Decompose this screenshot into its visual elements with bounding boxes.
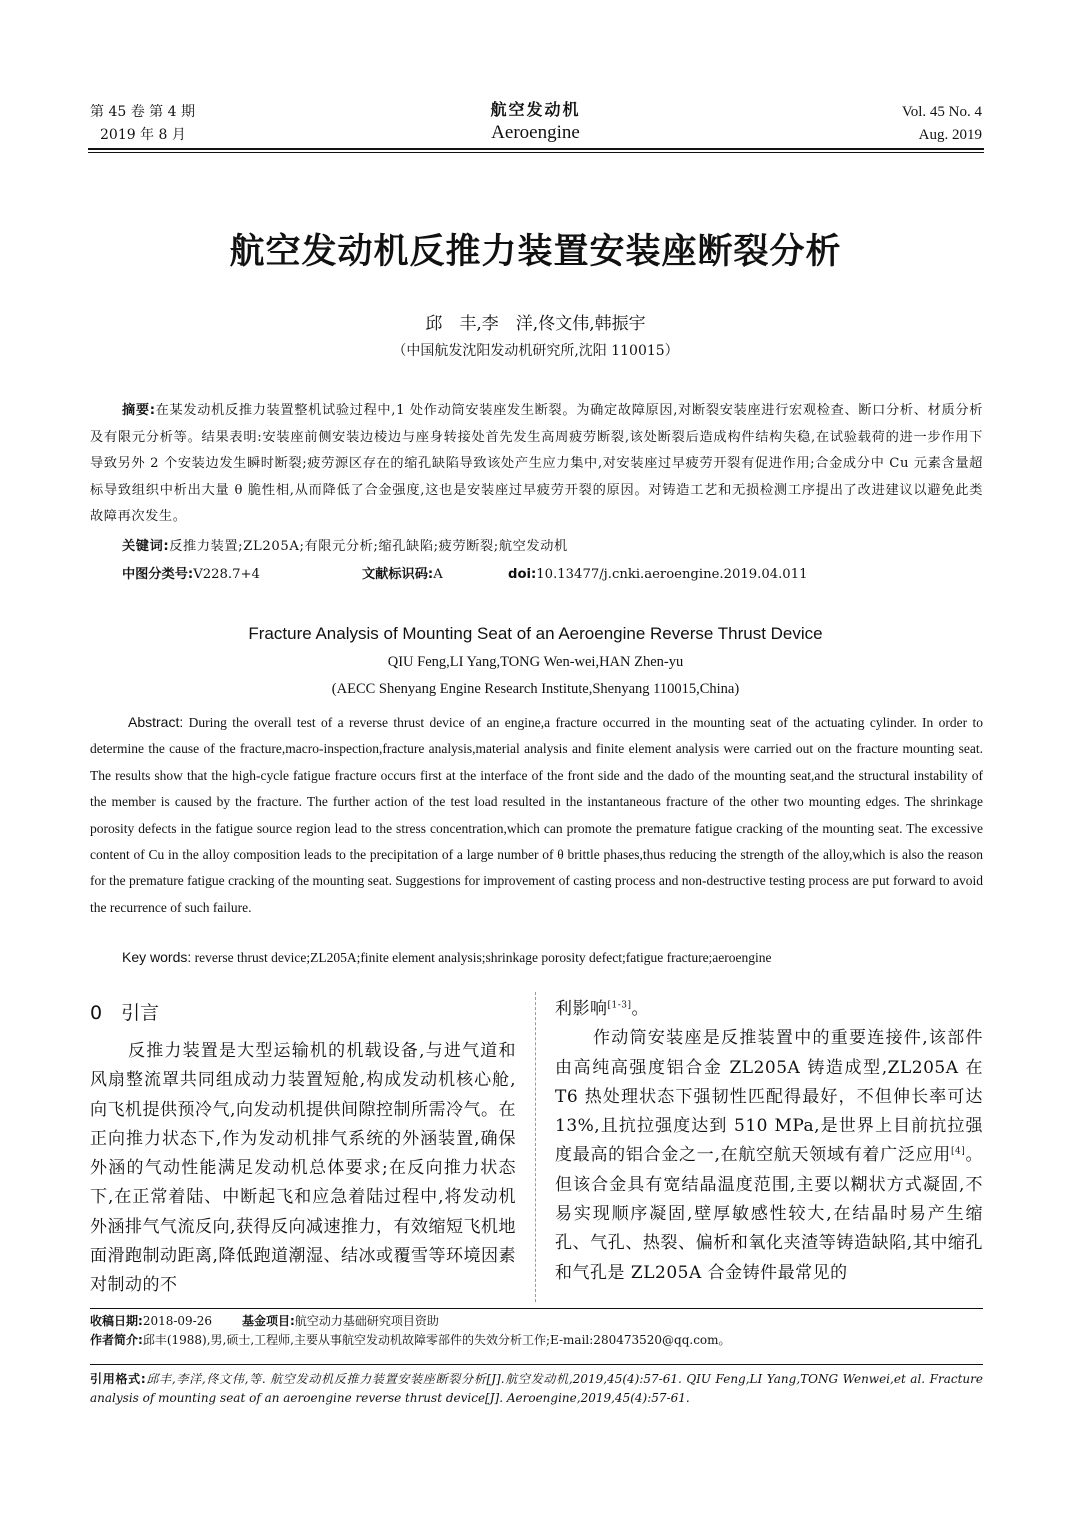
column-divider bbox=[535, 992, 536, 1302]
abstract-en-text: During the overall test of a reverse thrust device of an engine,a fracture occurred in the mounting seat of the actuating cylinder. In order to determine the cause of the fracture,macro-inspection,fracture analysis,material analysis and finite element analysis were carried out on the fracture mounting seat. The results show that the high-cycle fatigue fracture occurs first at the interface of the front side and the dado of the mounting seat,and the structural instability of the member is caused by the fracture. The further action of the test load resulted in the instantaneous fracture of the other two mounting edges. The shrinkage porosity defects in the fatigue source region lead to the stress concentration,which can promote the premature fatigue cracking of the mounting seat. The excessive content of Cu in the alloy composition leads to the precipitation of a large number of θ brittle phases,thus reducing the strength of the alloy,which is also the reason for the premature fatigue cracking of the mounting seat. Suggestions for improvement of casting process and non-destructive testing process are put forward to avoid the recurrence of such failure. bbox=[90, 715, 984, 915]
abstract-en bbox=[90, 709, 983, 921]
paper-title: 航空发动机反推力装置安装座断裂分析 bbox=[229, 232, 842, 272]
cite-label: 引用格式: bbox=[90, 1372, 146, 1386]
footnote-rule bbox=[90, 1308, 983, 1309]
doi-label: doi: bbox=[508, 567, 537, 582]
keywords-en-label: Key words: bbox=[122, 949, 192, 965]
volume-issue-en: Vol. 45 No. 4 bbox=[901, 104, 982, 120]
doc-code: A bbox=[433, 567, 443, 582]
continued-line bbox=[555, 995, 983, 1024]
doc-code-label: 文献标识码: bbox=[362, 567, 434, 582]
header-rule-thin bbox=[88, 152, 984, 153]
body-right-column bbox=[555, 995, 983, 1288]
affiliation: （中国航发沈阳发动机研究所,沈阳 110015） bbox=[392, 343, 679, 359]
citation-rule bbox=[90, 1364, 983, 1365]
fund-text: 航空动力基础研究项目资助 bbox=[294, 1314, 439, 1328]
author-bio: 邱丰(1988),男,硕士,工程师,主要从事航空发动机故障零部件的失效分析工作;E-mail:280473520@qq.com。 bbox=[142, 1333, 731, 1347]
cite-text: 邱丰,李洋,佟文伟,等. 航空发动机反推力装置安装座断裂分析[J].航空发动机,2019,45(4):57-61. QIU Feng,LI Yang,TONG Wenwei,et al. Fracture analysis of mounting seat of an aeroengine reverse thrust device[J]. Aeroengine,2019,45(4):57-61. bbox=[90, 1372, 983, 1405]
clc-label: 中图分类号: bbox=[122, 567, 194, 582]
footnote-author bbox=[90, 1331, 983, 1349]
fund-label: 基金项目: bbox=[242, 1314, 295, 1328]
received-date: 2018-09-26 bbox=[142, 1314, 212, 1328]
journal-name-en: Aeroengine bbox=[491, 122, 580, 143]
abstract-cn-label: 摘要: bbox=[122, 403, 156, 418]
author-list: 邱 丰,李 洋,佟文伟,韩振宇 bbox=[425, 314, 646, 334]
citation-ref: [1-3] bbox=[607, 1000, 632, 1011]
continued-text: 利影响 bbox=[555, 999, 608, 1019]
journal-issue-info-en bbox=[902, 101, 982, 147]
citation-format bbox=[90, 1370, 983, 1408]
paper-title-en: Fracture Analysis of Mounting Seat of an Aeroengine Reverse Thrust Device bbox=[248, 624, 823, 643]
paragraph bbox=[555, 1024, 983, 1288]
author-list-en: QIU Feng,LI Yang,TONG Wen-wei,HAN Zhen-yu bbox=[387, 654, 684, 670]
footnote-dates bbox=[90, 1312, 983, 1330]
section-heading: 0 引言 bbox=[90, 1002, 160, 1024]
paragraph-text-b: 。但该合金具有宽结晶温度范围,主要以糊状方式凝固,不易实现顺序凝固,壁厚敏感性较大,在结晶时易产生缩孔、气孔、热裂、偏析和氧化夹渣等铸造缺陷,其中缩孔和气孔是 ZL205A 合金铸件最常见的 bbox=[555, 1145, 984, 1283]
keywords-cn bbox=[122, 537, 568, 557]
clc-number: V228.7+4 bbox=[193, 567, 260, 582]
header-rule-thick bbox=[88, 148, 984, 150]
keywords-en-text: reverse thrust device;ZL205A;finite element analysis;shrinkage porosity defect;fatigue fracture;aeroengine bbox=[194, 950, 772, 965]
date-en: Aug. 2019 bbox=[918, 127, 982, 143]
keywords-cn-label: 关键词: bbox=[122, 539, 170, 554]
date-cn: 2019 年 8 月 bbox=[100, 127, 186, 143]
abstract-cn-text: 在某发动机反推力装置整机试验过程中,1 处作动筒安装座发生断裂。为确定故障原因,对断裂安装座进行宏观检查、断口分析、材质分析及有限元分析等。结果表明:安装座前侧安装边棱边与座身转接处首先发生高周疲劳断裂,该处断裂后造成构件结构失稳,在试验载荷的进一步作用下导致另外 2 个安装边发生瞬时断裂;疲劳源区存在的缩孔缺陷导致该处产生应力集中,对安装座过早疲劳开裂有促进作用;合金成分中 Cu 元素含量超标导致组织中析出大量 θ 脆性相,从而降低了合金强度,这也是安装座过早疲劳开裂的原因。对铸造工艺和无损检测工序提出了改进建议以避免此类故障再次发生。 bbox=[90, 403, 983, 524]
abstract-en-label: Abstract: bbox=[128, 714, 184, 730]
volume-issue-cn: 第 45 卷 第 4 期 bbox=[90, 104, 195, 120]
received-label: 收稿日期: bbox=[90, 1314, 143, 1328]
author-bio-label: 作者简介: bbox=[90, 1333, 143, 1347]
continued-end: 。 bbox=[631, 999, 650, 1019]
abstract-cn bbox=[90, 398, 983, 531]
classification-row bbox=[122, 565, 807, 585]
affiliation-en: (AECC Shenyang Engine Research Institute,Shenyang 110015,China) bbox=[331, 681, 740, 697]
doi-value: 10.13477/j.cnki.aeroengine.2019.04.011 bbox=[536, 567, 808, 582]
keywords-en bbox=[122, 947, 772, 968]
body-left-column: 反推力装置是大型运输机的机载设备,与进气道和风扇整流罩共同组成动力装置短舱,构成发动机核心舱,向飞机提供预冷气,向发动机提供间隙控制所需冷气。在正向推力状态下,作为发动机排气系统的外涵装置,确保外涵的气动性能满足发动机总体要求;在反向推力状态下,在正常着陆、中断起飞和应急着陆过程中,将发动机外涵排气气流反向,获得反向减速推力，有效缩短飞机地面滑跑制动距离,降低跑道潮湿、结冰或覆雪等环境因素对制动的不 bbox=[90, 1041, 516, 1296]
keywords-cn-text: 反推力装置;ZL205A;有限元分析;缩孔缺陷;疲劳断裂;航空发动机 bbox=[169, 539, 568, 554]
paragraph-text-a: 作动筒安装座是反推装置中的重要连接件,该部件由高纯高强度铝合金 ZL205A 铸造成型,ZL205A 在 T6 热处理状态下强韧性匹配得最好，不但伸长率可达 13%,且抗拉强度达到 510 MPa,是世界上目前抗拉强度最高的铝合金之一,在航空航天领域有着广泛应用 bbox=[555, 1028, 983, 1166]
journal-name-cn: 航空发动机 bbox=[490, 100, 581, 119]
citation-ref: [4] bbox=[951, 1146, 966, 1157]
